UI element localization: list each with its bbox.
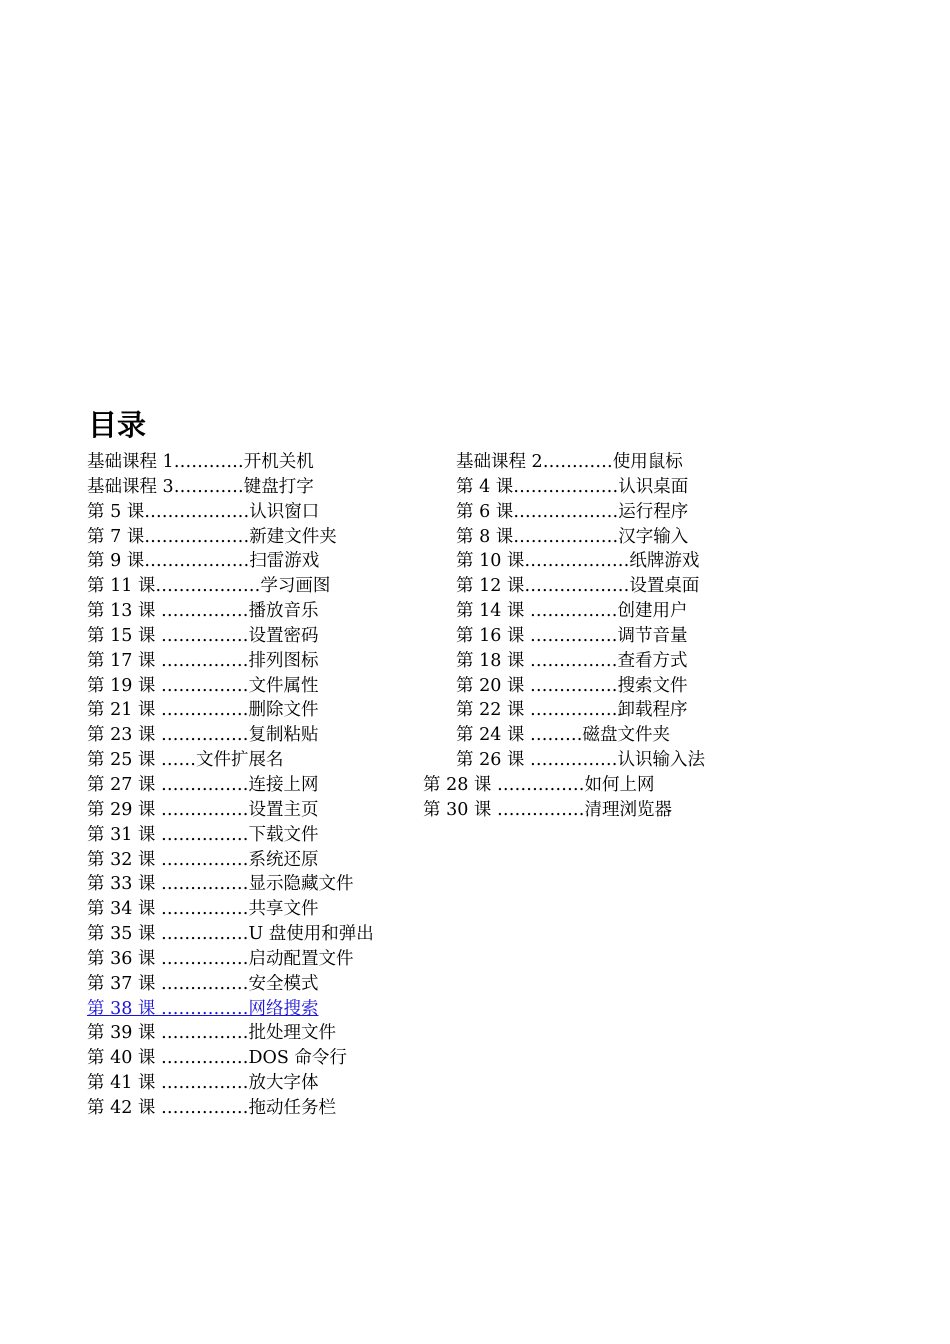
toc-entry: 第 22 课 ……………卸载程序 [456,700,688,721]
toc-entry: 第 16 课 ……………调节音量 [456,625,688,646]
toc-entry: 第 24 课 ………磁盘文件夹 [456,725,670,746]
toc-entry: 第 15 课 ……………设置密码 [87,625,319,646]
toc-title: 目录 [88,408,147,442]
toc-entry: 第 27 课 ……………连接上网 [87,774,319,795]
toc-entry: 第 9 课………………扫雷游戏 [87,551,320,572]
toc-entry: 第 42 课 ……………拖动任务栏 [87,1097,336,1118]
toc-entry: 第 23 课 ……………复制粘贴 [87,725,319,746]
toc-entry: 第 25 课 ……文件扩展名 [87,750,284,771]
toc-entry: 第 6 课………………运行程序 [456,501,689,522]
toc-entry: 第 34 课 ……………共享文件 [87,899,319,920]
toc-entry: 第 19 课 ……………文件属性 [87,675,319,696]
toc-entry: 第 20 课 ……………搜索文件 [456,675,688,696]
toc-entry: 第 30 课 ……………清理浏览器 [423,799,672,820]
toc-entry: 第 32 课 ……………系统还原 [87,849,319,870]
toc-entry: 第 18 课 ……………查看方式 [456,650,688,671]
toc-entry: 第 35 课 ……………U 盘使用和弹出 [87,924,374,945]
toc-entry: 第 33 课 ……………显示隐藏文件 [87,874,354,895]
toc-entry: 基础课程 3…………键盘打字 [87,476,314,497]
toc-entry: 第 37 课 ……………安全模式 [87,973,319,994]
toc-entry: 第 28 课 ……………如何上网 [423,774,655,795]
toc-entry: 第 8 课………………汉字输入 [456,526,689,547]
toc-entry: 第 31 课 ……………下载文件 [87,824,319,845]
toc-entry: 第 11 课………………学习画图 [87,576,331,597]
toc-entry-link[interactable]: 第 38 课 ……………网络搜索 [87,998,319,1019]
toc-entry: 第 4 课………………认识桌面 [456,476,689,497]
toc-entry: 第 29 课 ……………设置主页 [87,799,319,820]
toc-entry: 第 7 课………………新建文件夹 [87,526,337,547]
toc-entry: 基础课程 1…………开机关机 [87,452,314,472]
toc-entry: 第 36 课 ……………启动配置文件 [87,948,354,969]
toc-entry: 第 12 课………………设置桌面 [456,576,700,597]
toc-entry: 基础课程 2…………使用鼠标 [456,452,683,472]
toc-entry: 第 26 课 ……………认识输入法 [456,750,705,771]
toc-left-column [87,450,374,1121]
toc-entry: 第 5 课………………认识窗口 [87,501,320,522]
toc-entry: 第 21 课 ……………删除文件 [87,700,319,721]
toc-entry: 第 41 课 ……………放大字体 [87,1073,319,1094]
toc-entry: 第 40 课 ……………DOS 命令行 [87,1048,347,1069]
toc-entry: 第 13 课 ……………播放音乐 [87,601,319,622]
toc-entry: 第 10 课………………纸牌游戏 [456,551,700,572]
toc-entry: 第 17 课 ……………排列图标 [87,650,319,671]
toc-entry: 第 39 课 ……………批处理文件 [87,1023,336,1044]
toc-right-column [423,450,705,823]
toc-entry: 第 14 课 ……………创建用户 [456,601,688,622]
